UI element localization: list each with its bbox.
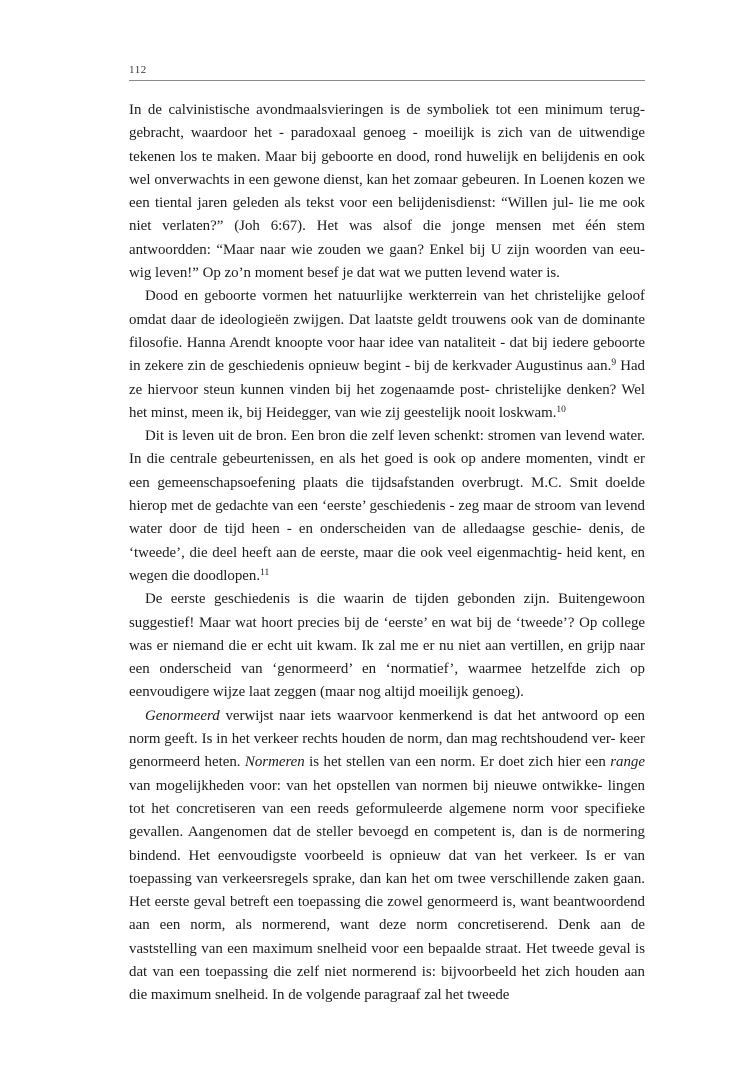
term-normeren: Normeren xyxy=(244,754,305,771)
book-page xyxy=(129,56,645,1008)
paragraph-5-text-2: is het stellen van een norm. Er doet zich hier een xyxy=(304,754,611,771)
paragraph-1: In de calvinistische avondmaalsvieringen is de symboliek tot een minimum terug- gebracht, waardoor het - paradoxaal genoeg - moeilijk is zich van de uitwendige tekenen los te maken. Maar bij geboorte en dood, rond huwelijk en belijdenis en ook wel onverwachts in een gewone dienst, kan het zomaar gebeuren. In Loenen kozen we een tiental jaren geleden als tekst voor een belijdenisdienst: “Willen jul- lie me ook niet verlaten?” (Joh 6:67). Het was alsof die jonge mensen met één stem antwoordden: “Maar naar wie zouden we gaan? Enkel bij U zijn woorden van eeu- wig leven!” Op zo’n moment besef je dat wat we putten levend water is. xyxy=(129,102,645,282)
paragraph-3-text: Dit is leven uit de bron. Een bron die zelf leven schenkt: stromen van levend water. In die centrale gebeurtenissen, en als het goed is ook op andere momenten, vindt er een gemeenschapsoefening plaats die tijdsafstanden overbrugt. M.C. Smit doelde hierop met de gedachte van een ‘eerste’ geschiedenis - zeg maar de stroom van levend water door de tijd heen - en onderscheiden van de alledaagse geschie- denis, de ‘tweede’, die deel heeft aan de eerste, maar die ook veel eigenmachtig- heid kent, en wegen die doodlopen. xyxy=(129,428,645,584)
paragraph-2-text-b: Had ze hiervoor steun kunnen vinden bij het zogenaamde post- christelijke denken? Wel het minst, meen ik, bij Heidegger, van wie zij geestelijk nooit loskwam. xyxy=(129,358,646,421)
paragraph-5 xyxy=(129,705,645,1008)
page-number: 112 xyxy=(129,64,147,76)
footnote-ref-10: 10 xyxy=(556,404,566,415)
footnote-ref-11: 11 xyxy=(260,567,270,578)
paragraph-5-text-3: van mogelijkheden voor: van het opstellen van normen bij nieuwe ontwikke- lingen tot het concretiseren van een reeds geformuleerde algemene norm voor specifieke gevallen. Aangenomen dat de steller bevoegd en competent is, dan is de normering bindend. Het eenvoudigste voorbeeld is opnieuw dat van het verkeer. Is er van toepassing van verkeersregels sprake, dan kan het om twee verschillende zaken gaan. Het eerste geval betreft een toepassing die zowel genormeerd is, want beantwoordend aan een norm, als normerend, want deze norm concretiserend. Denk aan de vaststelling van een maximum snelheid voor een bepaalde straat. Het tweede geval is dat van een toepassing die zelf niet normerend is: bijvoorbeeld het zich houden aan die maximum snelheid. In de volgende paragraaf zal het tweede xyxy=(129,777,645,1004)
body-text xyxy=(129,99,645,1008)
footnote-ref-9: 9 xyxy=(611,358,617,369)
paragraph-2-text-a: Dood en geboorte vormen het natuurlijke werkterrein van het christelijke geloof omdat daar de ideologieën zwijgen. Dat laatste geldt trouwens ook van de dominante filosofie. Hanna Arendt knoopte voor haar idee van nataliteit - dat bij iedere geboorte in zekere zin de geschiedenis opnieuw begint - bij de kerkvader Augustinus aan. xyxy=(129,288,645,375)
paragraph-4: De eerste geschiedenis is die waarin de tijden gebonden zijn. Buitengewoon suggestief! Maar wat hoort precies bij de ‘eerste’ en wat bij de ‘tweede’? Op college was er niemand die er echt uit kwam. Ik zal me er nu niet aan vertillen, en grijp naar een onderscheid van ‘genormeerd’ en ‘normatief’, waarmee hetzelfde zich op eenvoudigere wijze laat zeggen (maar nog altijd moeilijk genoeg). xyxy=(129,591,645,701)
term-range: range xyxy=(610,754,645,771)
paragraph-5-text-1: verwijst naar iets waarvoor kenmerkend is dat het antwoord op een norm geeft. Is in het verkeer rechts houden de norm, dan mag rechtshoudend ver- keer genormeerd heten. xyxy=(129,707,645,771)
running-header xyxy=(129,56,645,81)
paragraph-2 xyxy=(129,285,645,425)
term-genormeerd: Genormeerd xyxy=(145,707,220,724)
paragraph-3 xyxy=(129,425,645,588)
